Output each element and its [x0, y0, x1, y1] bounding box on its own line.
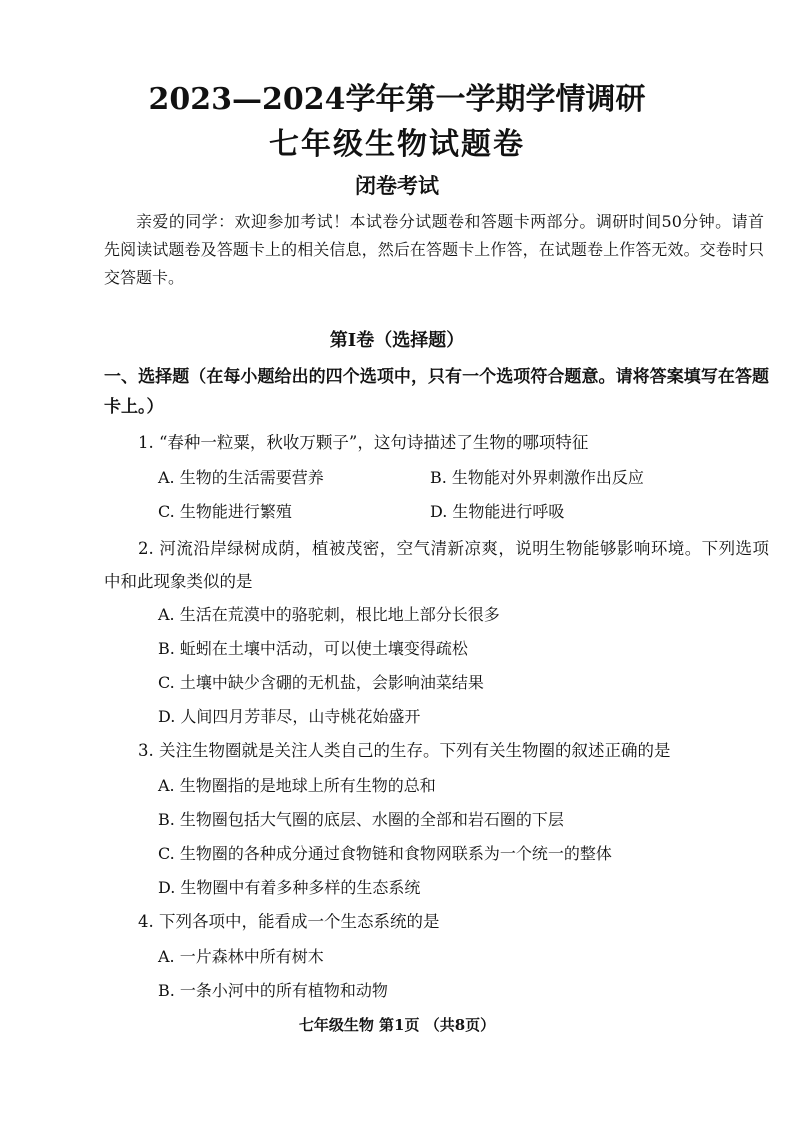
instructions-paragraph: 亲爱的同学：欢迎参加考试！本试卷分试题卷和答题卡两部分。调研时间50分钟。请首先阅读试题卷及答题卡上的相关信息，然后在答题卡上作答，在试题卷上作答无效。交卷时只交答题卡。	[104, 212, 764, 287]
exam-title-line1: 2023—2024学年第一学期学情调研	[148, 82, 646, 117]
exam-title-line2: 七年级生物试题卷	[269, 127, 525, 162]
question-2-stem: 2. 河流沿岸绿树成荫，植被茂密，空气清新凉爽，说明生物能够影响环境。下列选项中和此现象类似的是	[104, 539, 769, 591]
question-3-stem: 3. 关注生物圈就是关注人类自己的生存。下列有关生物圈的叙述正确的是	[138, 741, 671, 760]
question-2-option-c: C. 土壤中缺少含硼的无机盐，会影响油菜结果	[158, 673, 484, 692]
question-4-option-b: B. 一条小河中的所有植物和动物	[158, 981, 388, 1000]
exam-type-label: 闭卷考试	[355, 173, 439, 198]
question-2-option-d: D. 人间四月芳菲尽，山寺桃花始盛开	[158, 707, 421, 726]
question-3-option-d: D. 生物圈中有着多种多样的生态系统	[158, 878, 421, 897]
page-footer: 七年级生物 第1页 （共8页）	[298, 1016, 496, 1034]
part-title: 第Ⅰ卷（选择题）	[329, 330, 465, 351]
question-1-option-b: B. 生物能对外界刺激作出反应	[430, 468, 644, 487]
question-3-option-a: A. 生物圈指的是地球上所有生物的总和	[158, 776, 436, 795]
question-1-option-c: C. 生物能进行繁殖	[158, 502, 292, 521]
question-4-stem: 4. 下列各项中，能看成一个生态系统的是	[138, 912, 440, 931]
question-2-option-b: B. 蚯蚓在土壤中活动，可以使土壤变得疏松	[158, 639, 468, 658]
question-3-option-b: B. 生物圈包括大气圈的底层、水圈的全部和岩石圈的下层	[158, 810, 564, 829]
question-3-option-c: C. 生物圈的各种成分通过食物链和食物网联系为一个统一的整体	[158, 844, 612, 863]
question-2-option-a: A. 生活在荒漠中的骆驼刺，根比地上部分长很多	[158, 605, 500, 624]
section-heading: 一、选择题（在每小题给出的四个选项中，只有一个选项符合题意。请将答案填写在答题卡上。）	[104, 367, 769, 417]
question-4-option-a: A. 一片森林中所有树木	[158, 947, 324, 966]
question-1-stem: 1. “春种一粒粟，秋收万颗子”，这句诗描述了生物的哪项特征	[138, 433, 589, 452]
question-1-option-d: D. 生物能进行呼吸	[430, 502, 565, 521]
question-1-option-a: A. 生物的生活需要营养	[158, 468, 324, 487]
